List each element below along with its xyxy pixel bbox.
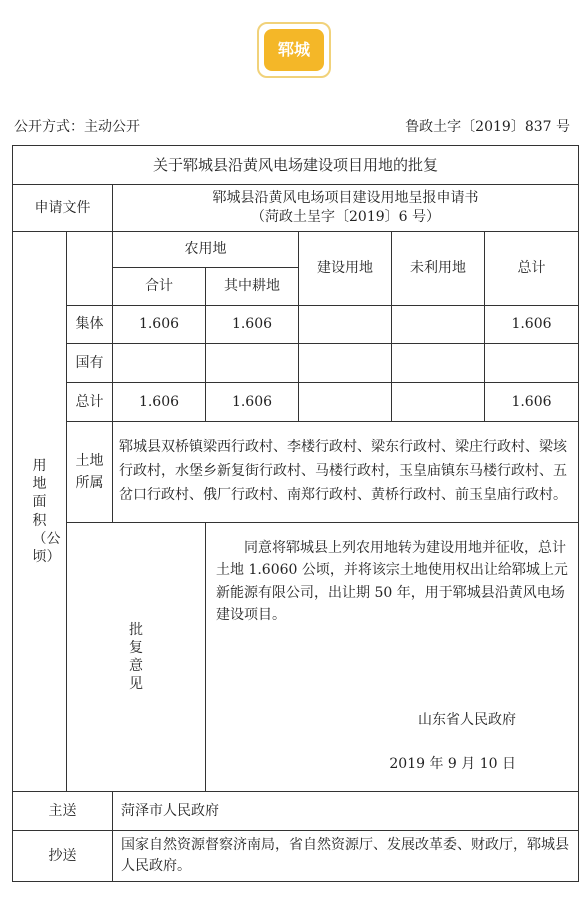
table-row (13, 383, 579, 422)
table-row (13, 344, 579, 383)
cell-construction (299, 344, 392, 383)
logo-badge: 郓城 (264, 29, 324, 71)
header-blank (67, 232, 113, 306)
application-line-2: （菏政土呈字〔2019〕6 号） (251, 209, 440, 225)
main-recipient-row (13, 792, 579, 831)
application-value (113, 185, 579, 232)
cell-arable: 1.606 (206, 306, 299, 344)
cc-row (13, 831, 579, 882)
cell-subtotal: 1.606 (113, 383, 206, 422)
title-row (13, 146, 579, 185)
approval-label-cell (67, 523, 206, 792)
cell-construction (299, 306, 392, 344)
approval-table (12, 145, 579, 882)
cell-total: 1.606 (485, 306, 579, 344)
ownership-text: 郓城县双桥镇梁西行政村、李楼行政村、梁东行政村、梁庄行政村、梁垓行政村，水堡乡新复街行政村、马楼行政村，玉皇庙镇东马楼行政村、五岔口行政村、俄厂行政村、南郑行政村、黄桥行政村、前玉皇庙行政村。 (113, 422, 579, 523)
application-row (13, 185, 579, 232)
approval-label: 批复意见 (129, 621, 143, 693)
application-line-1: 郓城县沿黄风电场项目建设用地呈报申请书 (212, 190, 479, 207)
disclosure-method: 公开方式：主动公开 (14, 119, 140, 135)
cell-subtotal (113, 344, 206, 383)
application-label: 申请文件 (13, 185, 113, 232)
row-label-total: 总计 (67, 383, 113, 422)
approval-date: 2019 年 9 月 10 日 (389, 756, 516, 772)
table-row (13, 306, 579, 344)
cell-unused (392, 383, 485, 422)
header-agri: 农用地 (113, 232, 299, 268)
approval-opinion (206, 523, 579, 792)
main-recipient-value: 菏泽市人民政府 (113, 792, 579, 831)
cell-subtotal: 1.606 (113, 306, 206, 344)
document-title: 关于郓城县沿黄风电场建设项目用地的批复 (13, 146, 579, 185)
cell-arable (206, 344, 299, 383)
row-label-state: 国有 (67, 344, 113, 383)
header-unused: 未利用地 (392, 232, 485, 306)
header-row-1 (13, 232, 579, 268)
logo-frame (257, 22, 331, 78)
cc-label: 抄送 (13, 831, 113, 882)
main-recipient-label: 主送 (13, 792, 113, 831)
ownership-label: 土地所属 (75, 452, 104, 491)
cell-construction (299, 383, 392, 422)
row-label-collective: 集体 (67, 306, 113, 344)
header-construction: 建设用地 (299, 232, 392, 306)
ownership-row (13, 422, 579, 523)
approval-row (13, 523, 579, 792)
approval-signer: 山东省人民政府 (418, 712, 516, 728)
header-subtotal: 合计 (113, 268, 206, 306)
cell-arable: 1.606 (206, 383, 299, 422)
cell-unused (392, 344, 485, 383)
cell-total: 1.606 (485, 383, 579, 422)
ownership-label-cell (67, 422, 113, 523)
approval-text: 同意将郓城县上列农用地转为建设用地并征收，总计土地 1.6060 公顷，并将该宗土地使用权出让给郓城上元新能源有限公司，出让期 50 年，用于郓城县沿黄风电场建设项目。 (216, 540, 568, 624)
cell-unused (392, 306, 485, 344)
land-area-label-text: 用地面积（公顷） (32, 457, 61, 565)
land-area-label (13, 232, 67, 792)
document-number: 鲁政土字〔2019〕837 号 (405, 119, 570, 135)
cell-total (485, 344, 579, 383)
header-arable: 其中耕地 (206, 268, 299, 306)
header-total: 总计 (485, 232, 579, 306)
cc-value: 国家自然资源督察济南局，省自然资源厅、发展改革委、财政厅，郓城县人民政府。 (113, 831, 579, 882)
